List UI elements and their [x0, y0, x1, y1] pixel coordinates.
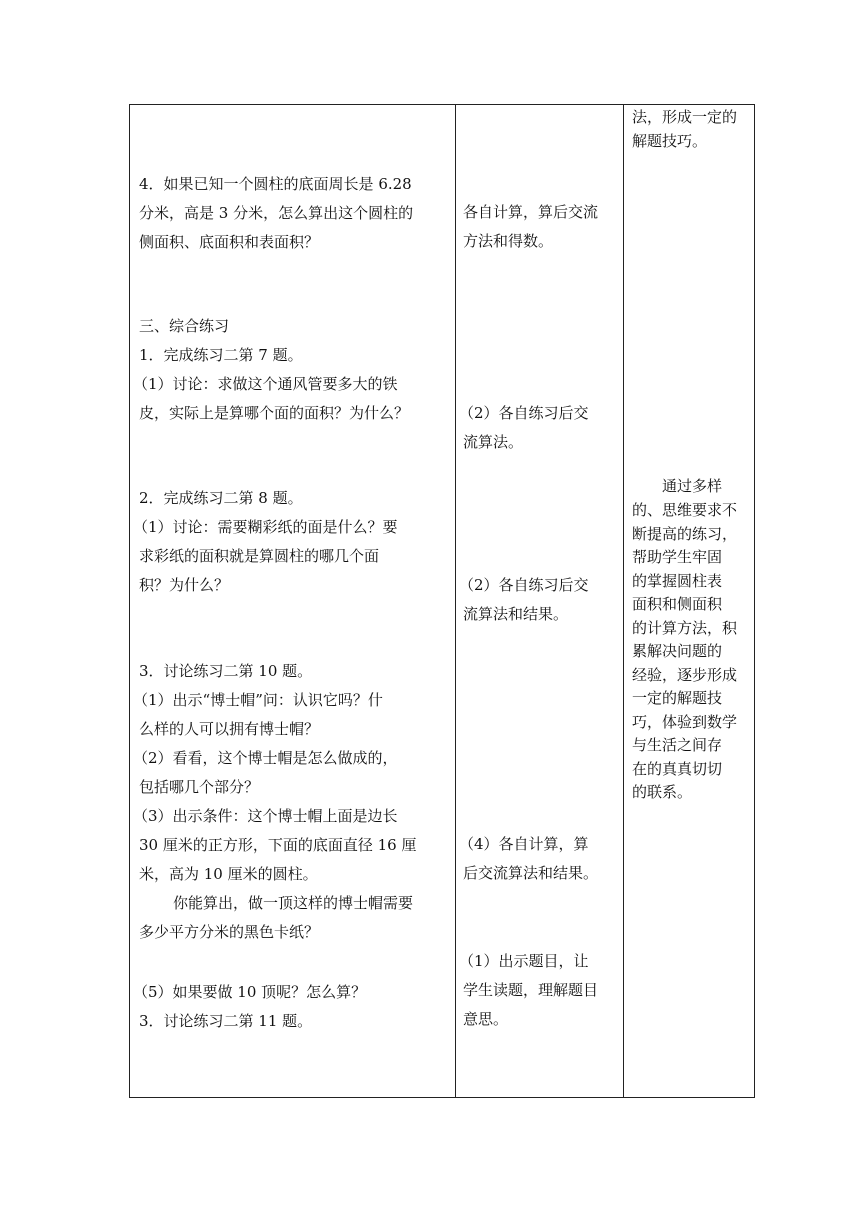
exercise-line: （5）如果要做 10 顶呢？怎么算？ [133, 983, 367, 1001]
student-line: （2）各自练习后交 [459, 404, 589, 422]
exercise-line: 么样的人可以拥有博士帽？ [139, 720, 320, 738]
exercise-line: 积？为什么？ [139, 576, 230, 594]
exercise-line: （1）讨论：需要糊彩纸的面是什么？要 [133, 518, 398, 536]
intent-line: 法，形成一定的 [632, 108, 738, 126]
exercise-title: 1．完成练习二第 7 题。 [139, 346, 303, 364]
intent-line: 经验，逐步形成 [632, 666, 738, 684]
student-line: 流算法。 [463, 433, 524, 451]
student-line: 方法和得数。 [463, 232, 554, 250]
intent-line: 在的真真切切 [632, 760, 723, 778]
q4-line: 侧面积、底面积和表面积？ [139, 233, 320, 251]
intent-line: 一定的解题技 [632, 689, 723, 707]
student-line: 意思。 [463, 1010, 509, 1028]
student-line: （1）出示题目，让 [459, 952, 589, 970]
intent-line: 面积和侧面积 [632, 595, 723, 613]
intent-line: 通过多样 [662, 477, 723, 495]
intent-line: 帮助学生牢固 [632, 548, 723, 566]
student-line: （2）各自练习后交 [459, 576, 589, 594]
intent-line: 断提高的练习， [632, 525, 738, 543]
exercise-line: 30 厘米的正方形，下面的底面直径 16 厘 [139, 836, 417, 854]
lesson-table [129, 104, 755, 1098]
intent-line: 巧，体验到数学 [632, 713, 738, 731]
intent-line: 解题技巧。 [632, 132, 708, 150]
student-line: 流算法和结果。 [463, 605, 569, 623]
exercise-line: 你能算出，做一顶这样的博士帽需要 [173, 894, 414, 912]
student-activity-column [456, 105, 623, 1097]
q4-line: 分米，高是 3 分米，怎么算出这个圆柱的 [139, 204, 414, 222]
student-line: 后交流算法和结果。 [463, 864, 599, 882]
student-line: （4）各自计算，算 [459, 835, 589, 853]
intent-line: 与生活之间存 [632, 736, 723, 754]
exercise-line: 皮，实际上是算哪个面的面积？为什么？ [139, 404, 410, 422]
exercise-title: 3．讨论练习二第 11 题。 [139, 1012, 313, 1030]
teacher-activity-column [130, 105, 455, 1097]
exercise-line: （2）看看，这个博士帽是怎么做成的， [133, 749, 398, 767]
exercise-line: 多少平方分米的黑色卡纸？ [139, 923, 320, 941]
exercise-line: （1）出示“博士帽”问：认识它吗？什 [133, 691, 383, 709]
student-line: 各自计算，算后交流 [463, 203, 599, 221]
exercise-title: 2．完成练习二第 8 题。 [139, 489, 303, 507]
exercise-title: 3．讨论练习二第 10 题。 [139, 662, 313, 680]
exercise-line: 米，高为 10 厘米的圆柱。 [139, 865, 318, 883]
exercise-line: 求彩纸的面积就是算圆柱的哪几个面 [139, 547, 380, 565]
exercise-line: （3）出示条件：这个博士帽上面是边长 [133, 807, 398, 825]
intent-line: 的掌握圆柱表 [632, 572, 723, 590]
student-line: 学生读题，理解题目 [463, 981, 599, 999]
intent-line: 的计算方法，积 [632, 619, 738, 637]
intent-line: 的联系。 [632, 783, 693, 801]
exercise-line: 包括哪几个部分？ [139, 778, 260, 796]
exercise-line: （1）讨论：求做这个通风管要多大的铁 [133, 375, 398, 393]
section-title: 三、综合练习 [139, 317, 230, 335]
intent-line: 的、思维要求不 [632, 501, 738, 519]
design-intent-column [624, 105, 755, 1097]
q4-line: 4．如果已知一个圆柱的底面周长是 6.28 [139, 175, 412, 193]
intent-line: 累解决问题的 [632, 642, 723, 660]
